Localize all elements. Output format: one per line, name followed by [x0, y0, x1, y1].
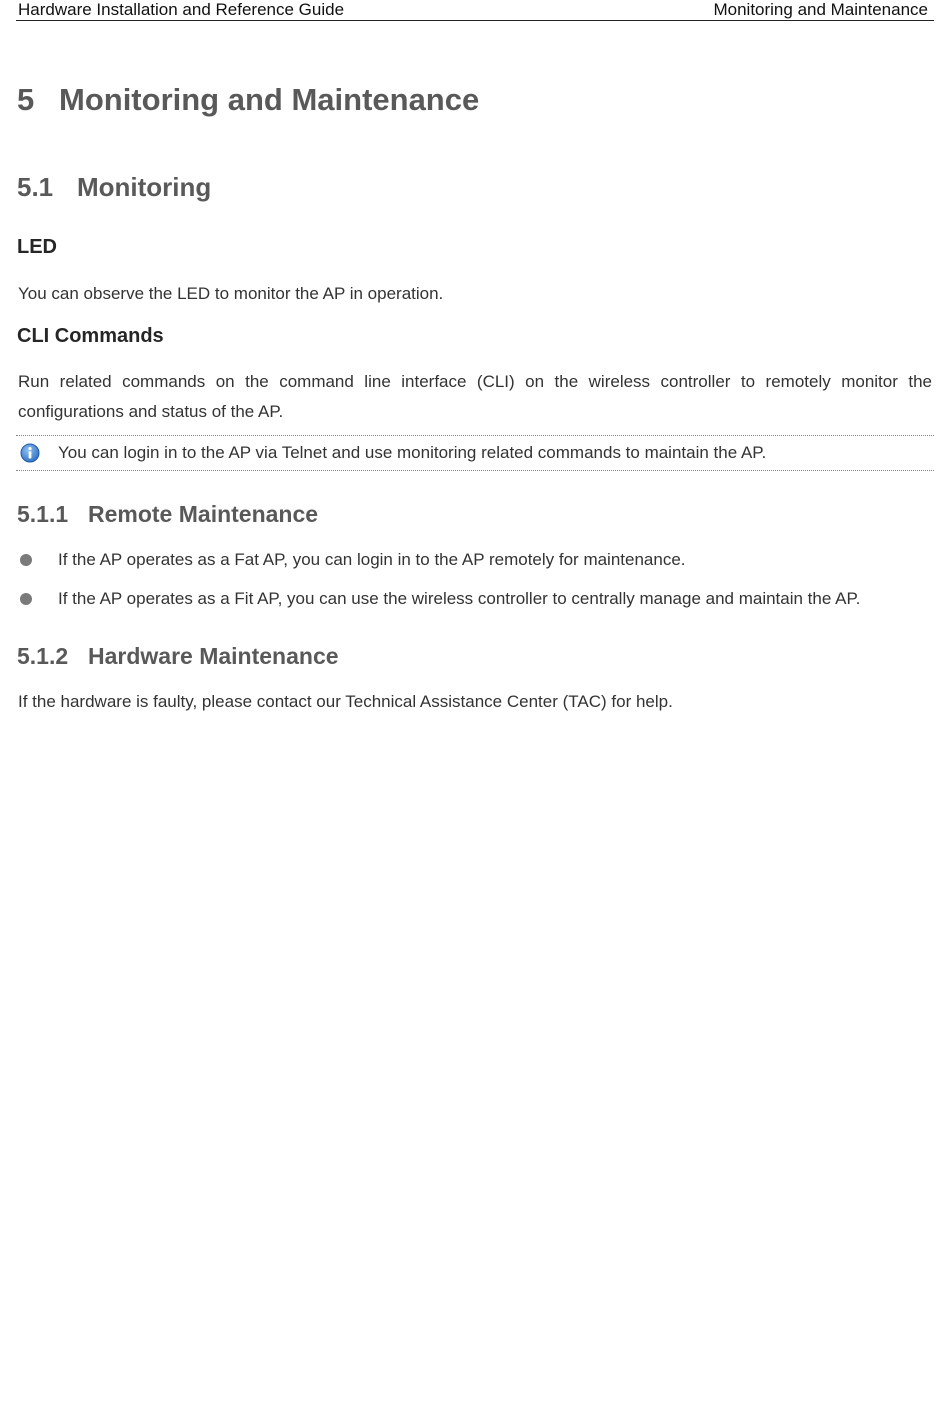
section-title: Monitoring: [77, 172, 212, 202]
section-number: 5.1: [17, 172, 54, 202]
subsection-title: Remote Maintenance: [88, 501, 319, 527]
led-heading: LED: [17, 236, 57, 258]
section-heading-monitoring: [17, 172, 211, 203]
list-item-text: If the AP operates as a Fat AP, you can login in to the AP remotely for maintenance.: [58, 550, 686, 569]
cli-heading: CLI Commands: [17, 325, 164, 347]
led-paragraph: You can observe the LED to monitor the AP in operation.: [18, 284, 444, 303]
list-item: [18, 548, 932, 572]
info-icon: [20, 443, 40, 463]
cli-paragraph: Run related commands on the command line interface (CLI) on the wireless controller to remotely monitor the configurations and status of the AP.: [18, 372, 932, 421]
chapter-heading: [17, 82, 479, 118]
running-header: [16, 0, 934, 21]
chapter-number: 5: [17, 82, 35, 117]
subsection-number: 5.1.2: [17, 643, 69, 669]
hardware-maintenance-paragraph: If the hardware is faulty, please contact our Technical Assistance Center (TAC) for help.: [18, 692, 673, 711]
list-item: [18, 587, 932, 611]
subsection-number: 5.1.1: [17, 501, 69, 527]
header-document-title: Hardware Installation and Reference Guide: [18, 0, 345, 19]
header-chapter-title: Monitoring and Maintenance: [713, 0, 928, 19]
note-box: [16, 435, 934, 471]
note-text: You can login in to the AP via Telnet and use monitoring related commands to maintain the AP.: [58, 443, 767, 462]
list-item-text: If the AP operates as a Fit AP, you can use the wireless controller to centrally manage and maintain the AP.: [58, 589, 861, 608]
bullet-icon: [20, 593, 32, 605]
chapter-title: Monitoring and Maintenance: [59, 82, 480, 117]
subsection-title: Hardware Maintenance: [88, 643, 339, 669]
bullet-icon: [20, 554, 32, 566]
section-heading-remote-maintenance: [17, 501, 318, 528]
section-heading-hardware-maintenance: [17, 643, 339, 670]
